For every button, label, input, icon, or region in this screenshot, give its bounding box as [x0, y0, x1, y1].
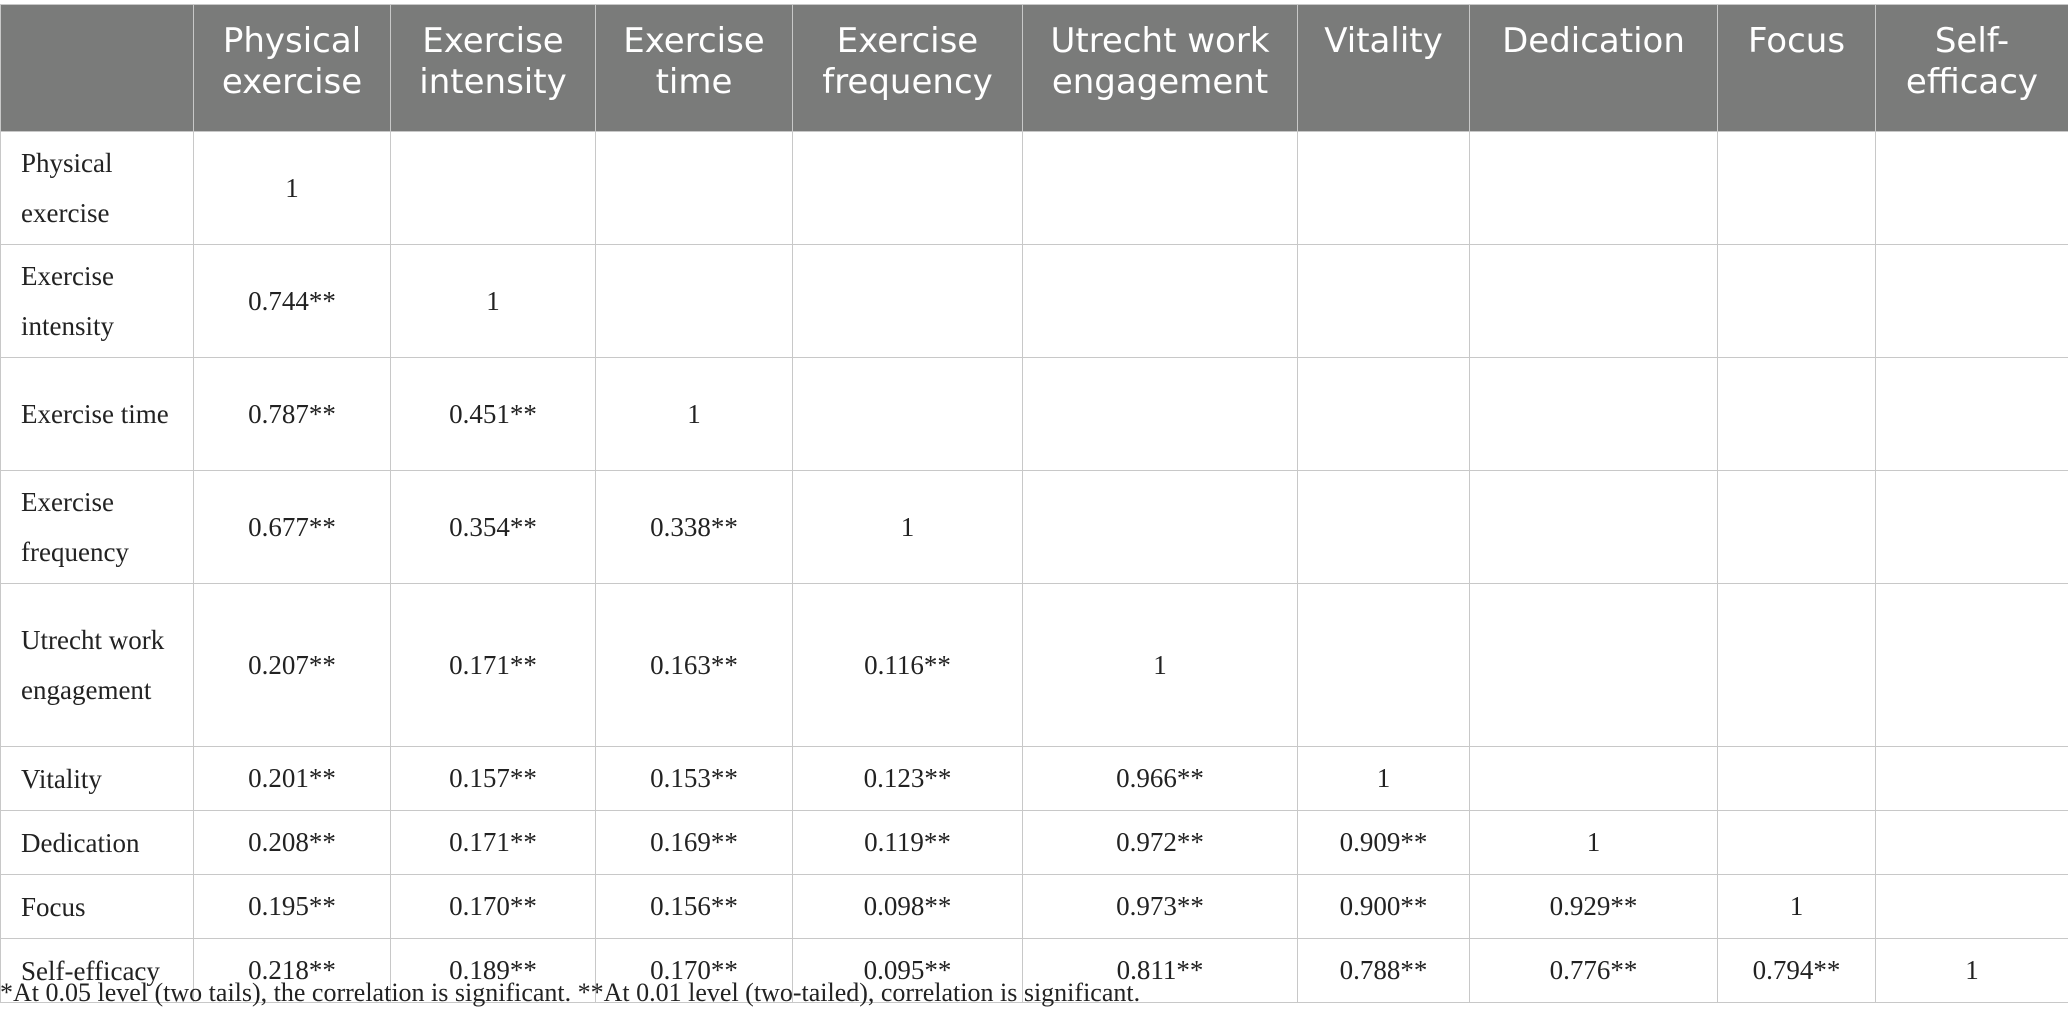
- correlation-cell: [1470, 747, 1718, 811]
- correlation-cell: [1876, 584, 2068, 747]
- correlation-cell: 0.170**: [596, 939, 793, 1003]
- row-label: Exercise frequency: [1, 471, 194, 584]
- correlation-cell: 1: [1718, 875, 1876, 939]
- correlation-cell: 0.116**: [793, 584, 1023, 747]
- correlation-cell: 0.207**: [194, 584, 391, 747]
- correlation-cell: [391, 132, 596, 245]
- correlation-cell: [1876, 358, 2068, 471]
- correlation-cell: [1470, 132, 1718, 245]
- correlation-cell: 0.451**: [391, 358, 596, 471]
- correlation-cell: [1718, 584, 1876, 747]
- correlation-cell: 0.966**: [1023, 747, 1298, 811]
- table-body: [1, 132, 2068, 1003]
- correlation-cell: [1298, 584, 1470, 747]
- correlation-cell: 1: [1298, 747, 1470, 811]
- row-label: Exercise intensity: [1, 245, 194, 358]
- table-row: [1, 584, 2068, 747]
- correlation-cell: 0.123**: [793, 747, 1023, 811]
- correlation-cell: 0.788**: [1298, 939, 1470, 1003]
- correlation-cell: 0.744**: [194, 245, 391, 358]
- correlation-cell: [1470, 358, 1718, 471]
- correlation-cell: 0.163**: [596, 584, 793, 747]
- correlation-cell: [1876, 471, 2068, 584]
- correlation-cell: 0.201**: [194, 747, 391, 811]
- table-row: [1, 811, 2068, 875]
- correlation-cell: 0.169**: [596, 811, 793, 875]
- correlation-cell: [1876, 875, 2068, 939]
- correlation-cell: 0.973**: [1023, 875, 1298, 939]
- row-label: Vitality: [1, 747, 194, 811]
- row-label: Exercise time: [1, 358, 194, 471]
- correlation-cell: [1298, 358, 1470, 471]
- table-row: [1, 358, 2068, 471]
- correlation-cell: [1718, 747, 1876, 811]
- correlation-cell: [1023, 471, 1298, 584]
- correlation-cell: [1718, 358, 1876, 471]
- correlation-cell: 0.095**: [793, 939, 1023, 1003]
- correlation-cell: 0.156**: [596, 875, 793, 939]
- header-self-efficacy: Self-efficacy: [1876, 5, 2068, 132]
- table-row: [1, 245, 2068, 358]
- table-row: [1, 875, 2068, 939]
- correlation-cell: 0.189**: [391, 939, 596, 1003]
- correlation-cell: 1: [1876, 939, 2068, 1003]
- header-exercise-frequency: Exercise frequency: [793, 5, 1023, 132]
- correlation-cell: 0.776**: [1470, 939, 1718, 1003]
- correlation-cell: 0.195**: [194, 875, 391, 939]
- row-label: Focus: [1, 875, 194, 939]
- correlation-cell: 0.354**: [391, 471, 596, 584]
- correlation-cell: [1876, 132, 2068, 245]
- correlation-cell: 0.909**: [1298, 811, 1470, 875]
- correlation-cell: 0.153**: [596, 747, 793, 811]
- correlation-cell: [1470, 245, 1718, 358]
- header-cell-corner: [1, 5, 194, 132]
- correlation-cell: 1: [793, 471, 1023, 584]
- correlation-cell: [1023, 132, 1298, 245]
- correlation-cell: [596, 132, 793, 245]
- correlation-cell: [1718, 132, 1876, 245]
- correlation-cell: [1718, 811, 1876, 875]
- correlation-cell: 1: [1023, 584, 1298, 747]
- correlation-cell: 0.098**: [793, 875, 1023, 939]
- correlation-cell: 0.119**: [793, 811, 1023, 875]
- row-label: Physical exercise: [1, 132, 194, 245]
- correlation-cell: 0.900**: [1298, 875, 1470, 939]
- correlation-cell: [1023, 245, 1298, 358]
- table-row: [1, 747, 2068, 811]
- correlation-cell: 0.208**: [194, 811, 391, 875]
- correlation-cell: 1: [391, 245, 596, 358]
- correlation-table: [0, 4, 2068, 1003]
- row-label: Dedication: [1, 811, 194, 875]
- correlation-cell: [1470, 471, 1718, 584]
- correlation-cell: 0.218**: [194, 939, 391, 1003]
- correlation-cell: [1023, 358, 1298, 471]
- correlation-cell: 1: [194, 132, 391, 245]
- header-focus: Focus: [1718, 5, 1876, 132]
- correlation-cell: [1298, 471, 1470, 584]
- table-footnote: *At 0.05 level (two tails), the correlation is significant. **At 0.01 level (two-tailed), correlation is significant.: [0, 978, 1141, 1007]
- header-row: [1, 5, 2068, 132]
- header-vitality: Vitality: [1298, 5, 1470, 132]
- header-utrecht-work-engagement: Utrecht work engagement: [1023, 5, 1298, 132]
- correlation-cell: 0.677**: [194, 471, 391, 584]
- correlation-cell: 0.787**: [194, 358, 391, 471]
- correlation-cell: [793, 132, 1023, 245]
- correlation-cell: [1876, 747, 2068, 811]
- header-physical-exercise: Physical exercise: [194, 5, 391, 132]
- correlation-cell: [793, 245, 1023, 358]
- correlation-cell: [1298, 245, 1470, 358]
- correlation-cell: [1718, 245, 1876, 358]
- correlation-cell: 0.157**: [391, 747, 596, 811]
- correlation-cell: [1298, 132, 1470, 245]
- row-label: Self-efficacy: [1, 939, 194, 1003]
- correlation-cell: [596, 245, 793, 358]
- correlation-cell: 0.171**: [391, 584, 596, 747]
- header-exercise-intensity: Exercise intensity: [391, 5, 596, 132]
- correlation-cell: [1876, 245, 2068, 358]
- correlation-cell: 1: [1470, 811, 1718, 875]
- header-dedication: Dedication: [1470, 5, 1718, 132]
- header-exercise-time: Exercise time: [596, 5, 793, 132]
- correlation-cell: 0.170**: [391, 875, 596, 939]
- correlation-cell: 0.338**: [596, 471, 793, 584]
- table-row: [1, 132, 2068, 245]
- correlation-cell: [1876, 811, 2068, 875]
- correlation-cell: 0.794**: [1718, 939, 1876, 1003]
- correlation-cell: 0.811**: [1023, 939, 1298, 1003]
- correlation-cell: 0.929**: [1470, 875, 1718, 939]
- correlation-cell: [793, 358, 1023, 471]
- table-row: [1, 471, 2068, 584]
- correlation-cell: 1: [596, 358, 793, 471]
- correlation-cell: [1718, 471, 1876, 584]
- row-label: Utrecht work engagement: [1, 584, 194, 747]
- correlation-cell: 0.972**: [1023, 811, 1298, 875]
- correlation-cell: [1470, 584, 1718, 747]
- correlation-cell: 0.171**: [391, 811, 596, 875]
